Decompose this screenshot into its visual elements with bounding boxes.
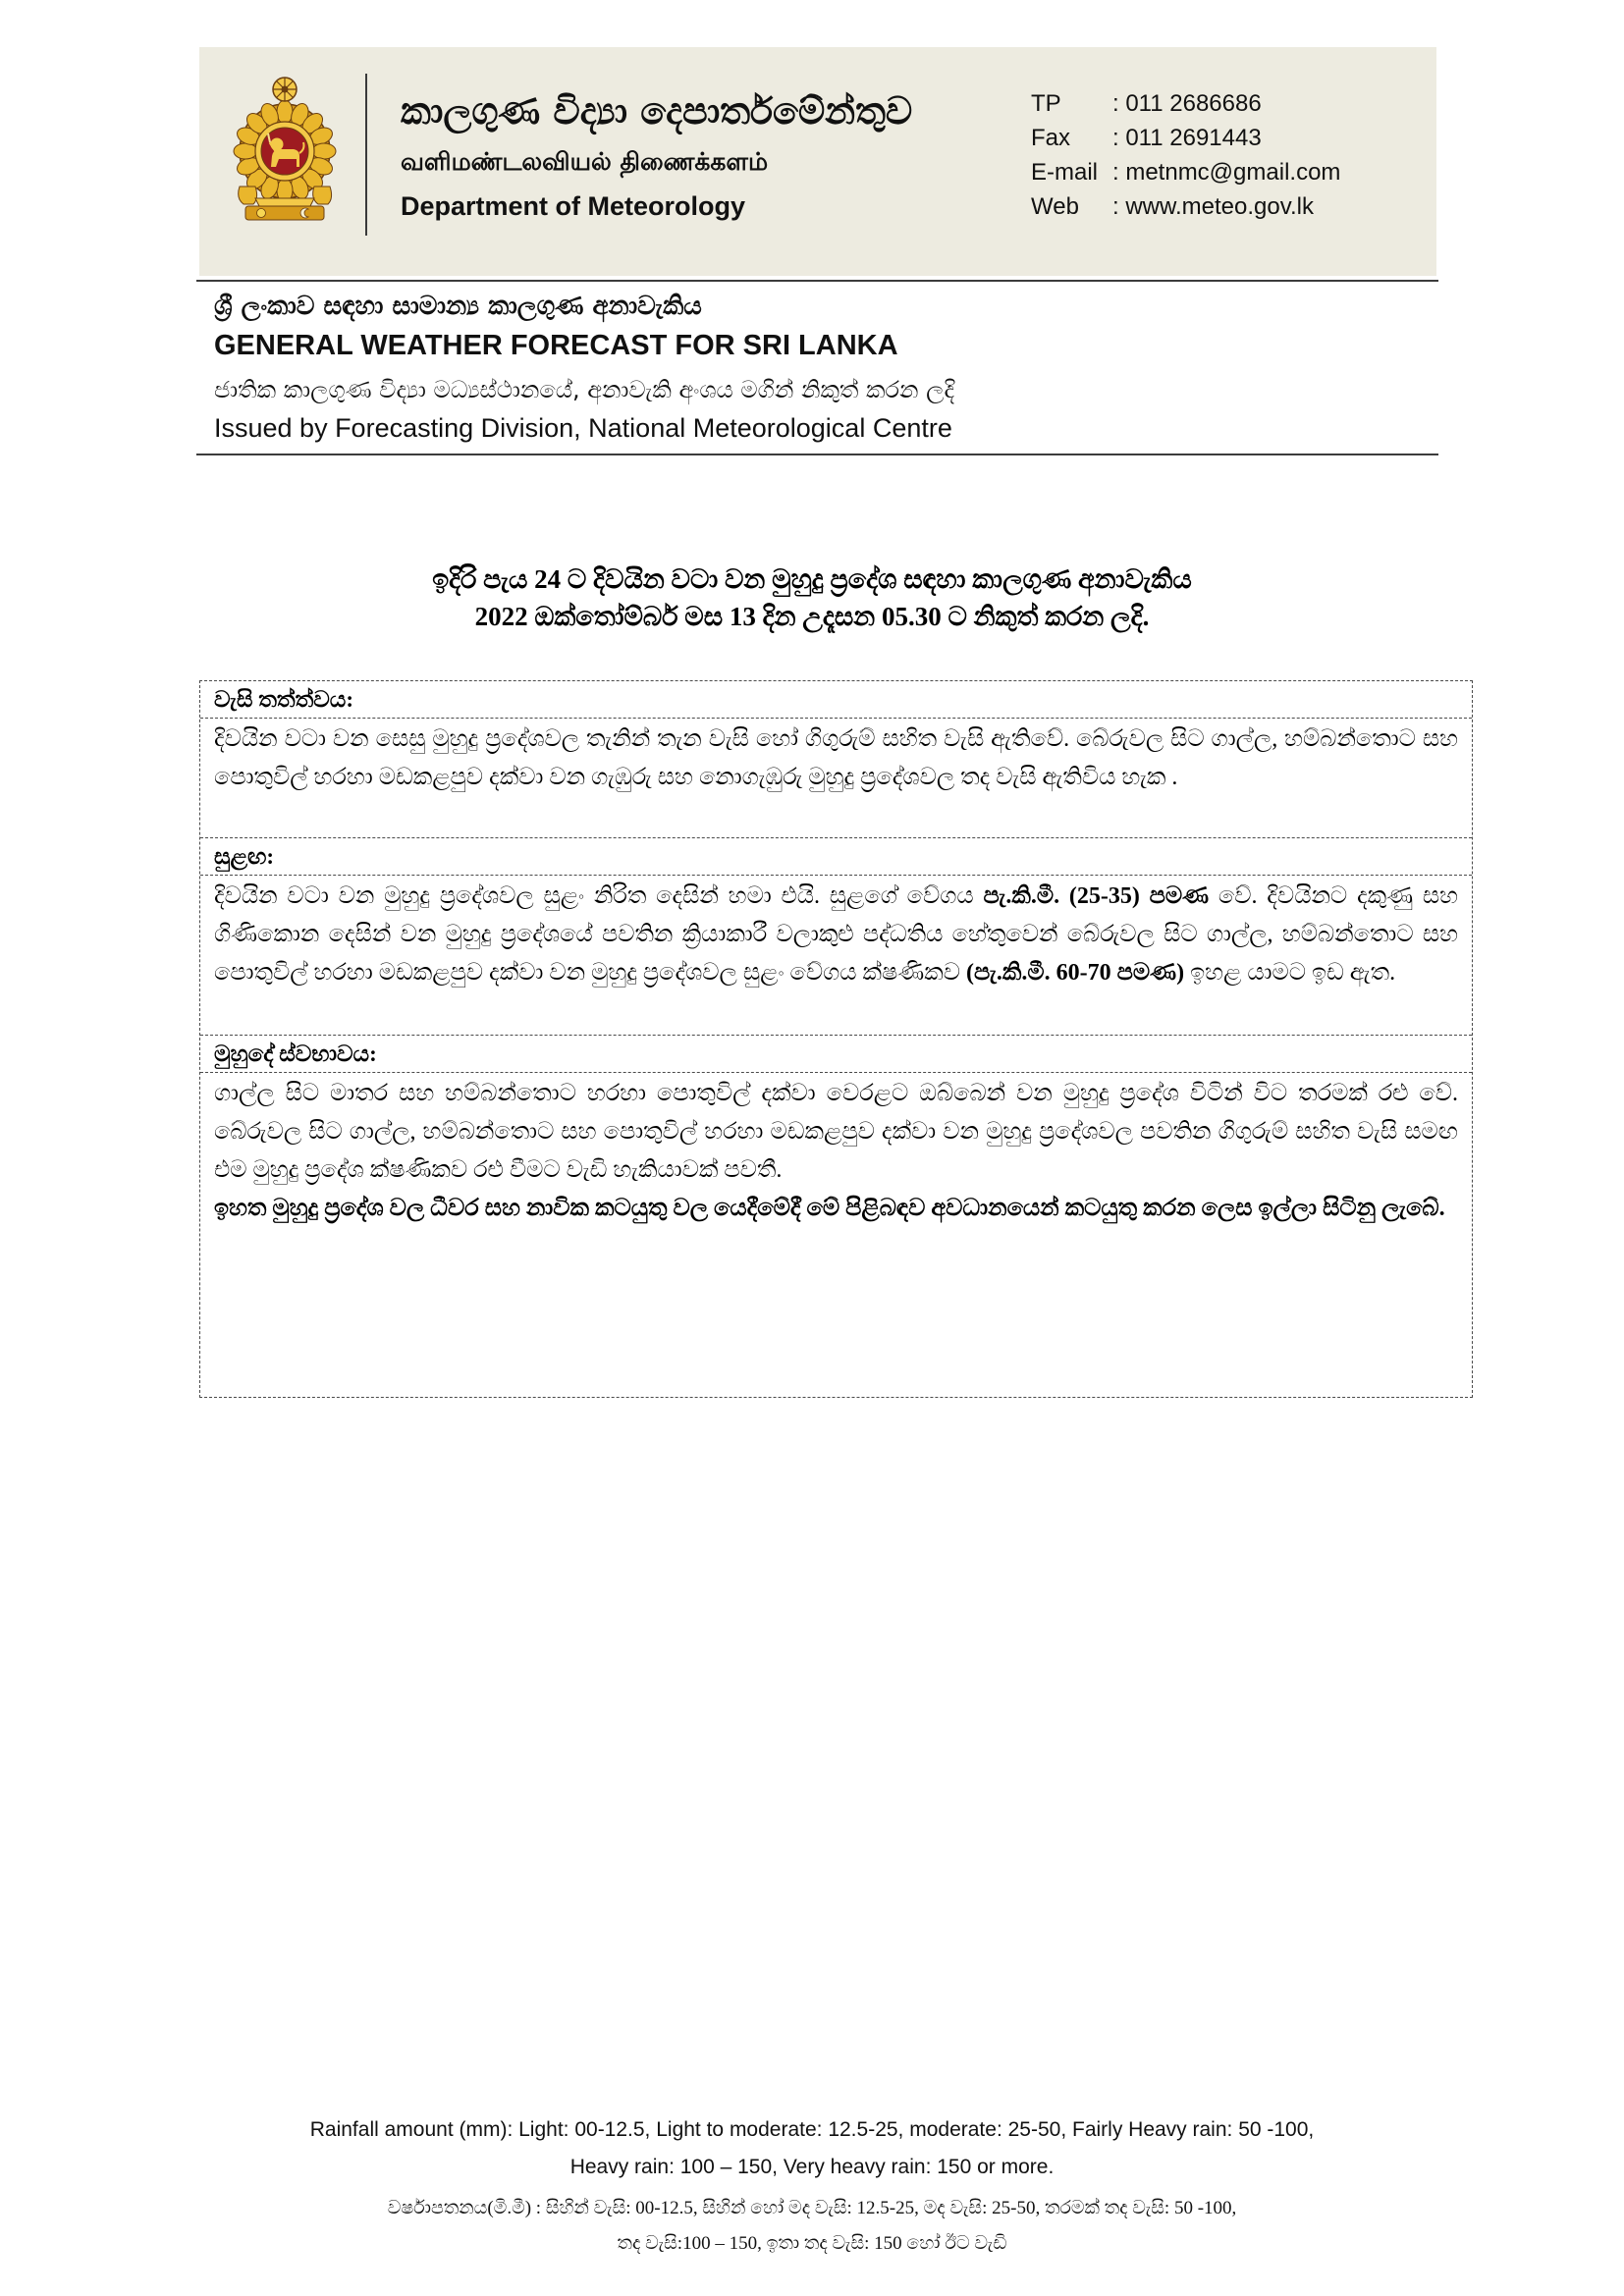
- contact-label: Fax: [1031, 125, 1071, 151]
- title-rule-top: [196, 280, 1438, 282]
- wind-gust-speed: (පැ.කි.මී. 60-70 පමණ): [965, 960, 1185, 986]
- document-title-english: GENERAL WEATHER FORECAST FOR SRI LANKA: [214, 330, 898, 361]
- emblem-petal: [234, 143, 257, 159]
- emblem-petal: [277, 100, 293, 124]
- emblem-pedestal: [255, 198, 314, 206]
- letterhead-panel: [199, 47, 1436, 276]
- contact-value: : www.meteo.gov.lk: [1112, 193, 1314, 220]
- forecast-issue-date: 2022 ඔක්තෝම්බර් මස 13 දින උදෑසන 05.30 ට නිකුත් කරන ලදි.: [474, 602, 1150, 631]
- contact-row-email: [1031, 155, 1340, 189]
- wind-speed-range: පැ.කි.මී. (25-35) පමණ: [983, 883, 1210, 909]
- rainfall-legend-english: [0, 2111, 1624, 2186]
- letterhead-divider: [365, 74, 367, 236]
- rain-section-title: වැසි තත්ත්වය:: [200, 681, 1472, 719]
- department-name-tamil: வளிமண்டலவியல் திணைக்களம்: [401, 147, 769, 176]
- sri-lanka-emblem-icon: [230, 73, 340, 230]
- contact-value: : metnmc@gmail.com: [1112, 159, 1341, 186]
- rainfall-legend-line: Heavy rain: 100 – 150, Very heavy rain: 150 or more.: [569, 2156, 1055, 2178]
- issuer-line-english: Issued by Forecasting Division, National Meteorological Centre: [214, 413, 952, 443]
- emblem-left-vase: [239, 187, 257, 204]
- title-rule-bottom: [196, 454, 1438, 455]
- rainfall-legend-line: වර්ෂාපතනය(මි.මී) : සිහින් වැසි: 00-12.5, සිහින් හෝ මද වැසි: 12.5-25, මද වැසි: 25-50, තරමක් තද වැසි: 50 -100,: [387, 2198, 1237, 2218]
- wheel-hub: [282, 86, 289, 93]
- wind-text-part: වේ. දිවයිනට දකුණු සහ ගිණිකොන දෙසින් වන මුහුදු ප්‍රදේශයේ පවතින ක්‍රියාකාරී වලාකුළු පද්ධතිය හේතුවෙන් බේරුවල සිට ගාල්ල, හම්බන්තොට සහ පොතුවිල් හරහා මඩකළපුව දක්වා වන මුහුදු ප්‍රදේශවල සුළං වේගය ක්ෂණිකව: [214, 883, 1458, 986]
- wind-description: [200, 876, 1472, 1036]
- sea-state-text: ගාල්ල සිට මාතර සහ හම්බන්තොට හරහා පොතුවිල් දක්වා වෙරළට ඔබ්බෙන් වන මුහුදු ප්‍රදේශ විටින් විට තරමක් රළු වේ. බේරුවල සිට ගාල්ල, හම්බන්තොට සහ පොතුවිල් හරහා මඩකළපුව දක්වා වන මුහුදු ප්‍රදේශවල පවතින ගිගුරුම් සහිත වැසි සමඟ එම මුහුදු ප්‍රදේශ ක්ෂණිකව රළු වීමට වැඩි හැකියාවක් පවතී.: [214, 1081, 1458, 1183]
- rainfall-legend-line: තද වැසි:100 – 150, ඉතා තද වැසි: 150 හෝ ඊට වැඩි: [617, 2233, 1007, 2254]
- emblem-petal: [312, 143, 336, 159]
- wind-text-part: දිවයින වටා වන මුහුදු ප්‍රදේශවල සුළං නිරිත දෙසින් හමා එයි. සුළගේ වේගය: [214, 883, 984, 909]
- emblem-dharma-wheel: [273, 78, 297, 101]
- contact-row-web: [1031, 189, 1340, 224]
- contact-row-phone: [1031, 86, 1340, 121]
- contact-value: : 011 2686686: [1112, 90, 1262, 117]
- wind-section-title: සුළඟ:: [200, 838, 1472, 876]
- forecast-heading: [0, 561, 1624, 635]
- rain-description: දිවයින වටා වන සෙසු මුහුදු ප්‍රදේශවල තැනින් තැන වැසි හෝ ගිගුරුම් සහිත වැසි ඇතිවේ. බේරුවල සිට ගාල්ල, හම්බන්තොට සහ පොතුවිල් හරහා මඩකළපුව දක්වා වන ගැඹුරු සහ නොගැඹුරු මුහුදු ප්‍රදේශවල තද වැසි ඇතිවිය හැක .: [200, 719, 1472, 838]
- contact-value: : 011 2691443: [1112, 125, 1262, 151]
- forecast-table: [199, 680, 1473, 1398]
- rainfall-legend-sinhala: [0, 2191, 1624, 2262]
- contact-details: [1031, 86, 1340, 224]
- document-title-sinhala: ශ්‍රී ලංකාව සඳහා සාමාන්‍ය කාලගුණ අනාවැකිය: [214, 292, 702, 321]
- forecast-heading-line: ඉදිරි පැය 24 ට දිවයින වටා වන මුහුදු ප්‍රදේශ සඳහා කාලගුණ අනාවැකිය: [432, 564, 1192, 594]
- wind-text-part: ඉහළ යාමට ඉඩ ඇත.: [1184, 960, 1396, 986]
- contact-row-fax: [1031, 121, 1340, 155]
- sea-advisory: ඉහත මුහුදු ප්‍රදේශ වල ධීවර සහ නාවික කටයුතු වල යෙදීමේදී මේ පිළිබඳව අවධානයෙන් කටයුතු කරන ලෙස ඉල්ලා සිටිනු ලැබේ.: [214, 1196, 1445, 1221]
- sea-section-title: මුහුදේ ස්වභාවය:: [200, 1036, 1472, 1073]
- department-name-english: Department of Meteorology: [401, 191, 746, 221]
- contact-label: TP: [1031, 90, 1061, 117]
- contact-label: Web: [1031, 193, 1079, 220]
- emblem-sun: [257, 209, 266, 218]
- contact-label: E-mail: [1031, 159, 1099, 186]
- rainfall-legend-line: Rainfall amount (mm): Light: 00-12.5, Light to moderate: 12.5-25, moderate: 25-50, Fairly Heavy rain: 50 -100,: [309, 2118, 1315, 2141]
- issuer-line-sinhala: ජාතික කාලගුණ විද්‍යා මධ්‍යස්ථානයේ, අනාවැකි අංශය මගින් නිකුත් කරන ලදි: [214, 376, 955, 403]
- department-name-sinhala: කාලගුණ විද්‍යා දෙපාර්තමේන්තුව: [401, 89, 913, 133]
- emblem-right-vase: [313, 187, 332, 204]
- sea-state-description: [200, 1073, 1472, 1397]
